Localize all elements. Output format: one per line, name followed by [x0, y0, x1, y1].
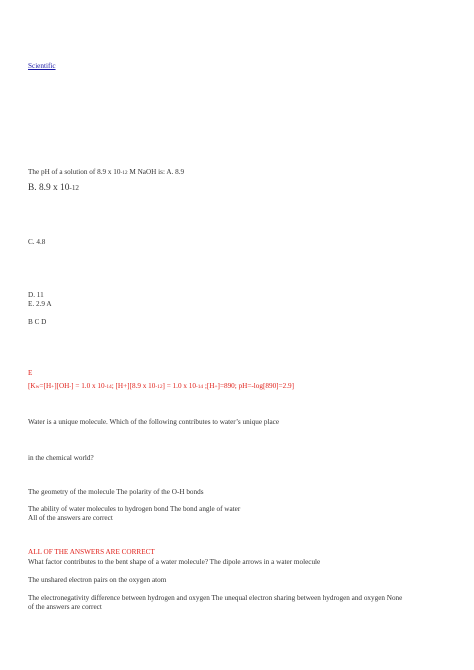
question-1-stem [28, 168, 184, 178]
question-2-stem-line-1: Water is a unique molecule. Which of the following contributes to water’s unique place [28, 418, 280, 426]
question-1-option-e: E. 2.9 A [28, 300, 52, 308]
exp-p4-exp: -14 [104, 384, 112, 390]
question-2-option-line-1: The geometry of the molecule The polarity of the O-H bonds [28, 488, 204, 496]
question-1-option-b [28, 183, 79, 194]
q1-option-b-base: B. 8.9 x 10 [28, 183, 70, 193]
question-3-option-line-1: The unshared electron pairs on the oxygen atom [28, 576, 167, 584]
question-1-option-d: D. 11 [28, 291, 44, 299]
exp-p6: ] = 1.0 x 10 [162, 382, 196, 390]
exp-p3-sub: - [69, 384, 72, 390]
exp-p1-sub: w [35, 384, 40, 390]
question-1-option-c: C. 4.8 [28, 238, 46, 246]
exp-p5: ; [H+][8.9 x 10 [111, 382, 156, 390]
q1-stem-exponent: -12 [120, 170, 128, 176]
exp-p8: ]=890; pH=-log[890]=2.9] [217, 382, 294, 390]
exp-p5-exp: -12 [155, 384, 163, 390]
question-2-option-line-3: All of the answers are correct [28, 514, 113, 522]
question-1-choices-row: B C D [28, 318, 47, 326]
q1-stem-tail: M NaOH is: A. 8.9 [127, 168, 185, 176]
question-2-stem-line-2: in the chemical world? [28, 454, 94, 462]
question-3-option-line-2: The electronegativity difference between hydrogen and oxygen The unequal electron sharing between hydrogen and oxygen None [28, 594, 403, 602]
exp-p7-sub: + [214, 384, 218, 390]
exp-p7: ;[H [203, 382, 215, 390]
exp-p6-exp: -14 [195, 384, 204, 390]
question-2-option-line-2: The ability of water molecules to hydrogen bond The bond angle of water [28, 505, 241, 513]
question-1-explanation [28, 382, 294, 392]
exp-p1: [K [28, 382, 36, 390]
exp-p2-sub: + [51, 384, 55, 390]
exp-p2: =[H [39, 382, 52, 390]
question-3-option-line-3: of the answers are correct [28, 603, 102, 611]
scientific-link[interactable]: Scientific [28, 62, 56, 70]
exp-p4: ] = 1.0 x 10 [71, 382, 105, 390]
q1-stem-text: The pH of a solution of 8.9 x 10 [28, 168, 121, 176]
question-3-stem: What factor contributes to the bent shape of a water molecule? The dipole arrows in a water molecule [28, 558, 321, 566]
exp-p3: ][OH [54, 382, 70, 390]
question-1-answer: E [28, 369, 33, 377]
q1-option-b-exponent: -12 [69, 184, 80, 192]
question-2-answer: ALL OF THE ANSWERS ARE CORRECT [28, 548, 155, 556]
